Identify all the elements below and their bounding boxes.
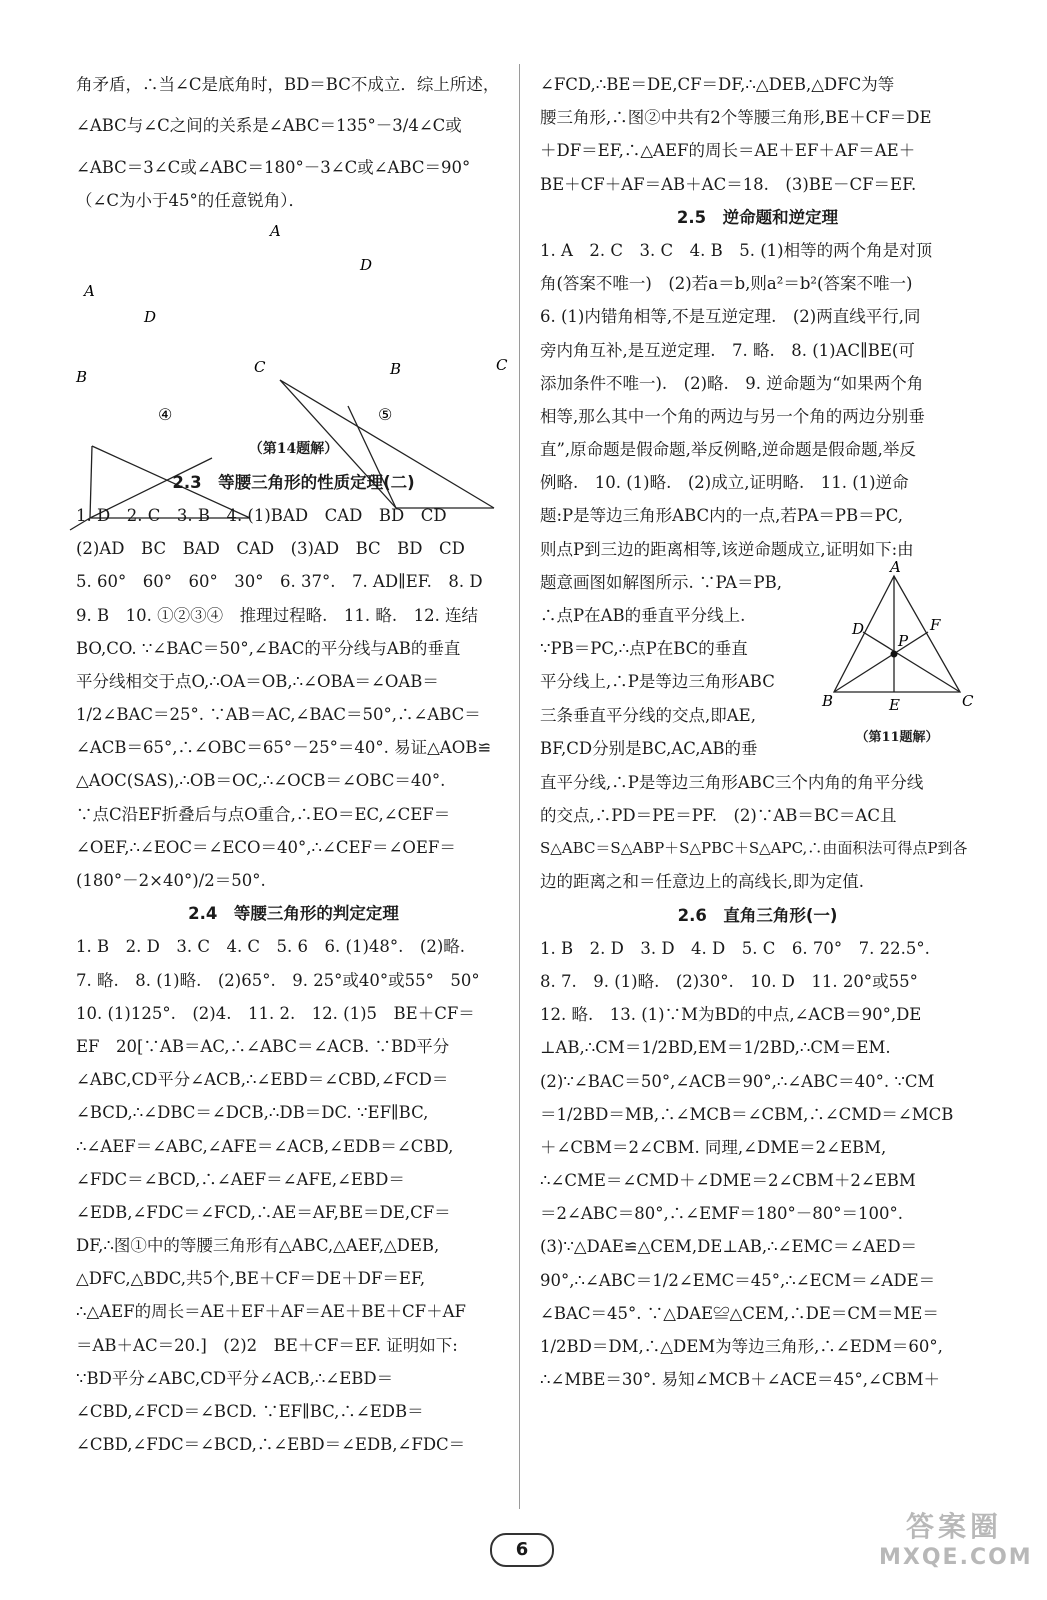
label-A: A (84, 281, 95, 300)
section-2-6-body (540, 932, 975, 1397)
right-top-text (540, 68, 975, 201)
fig4-label: ④ (158, 404, 173, 424)
text-line: S△ABC＝S△ABP＋S△PBC＋S△APC,∴由面积法可得点P到各 (540, 839, 968, 858)
wrapped-text (540, 566, 820, 765)
text-line: ∵PB＝PC,∴点P在BC的垂直 (540, 639, 748, 659)
text-line: 90°,∴∠ABC＝1/2∠EMC＝45°,∴∠ECM＝∠ADE＝ (540, 1270, 936, 1290)
watermark-logo-text: 答案圈 (905, 1510, 1002, 1543)
text-line: 5. 60° 60° 60° 30° 6. 37°. 7. AD∥EF. 8. D (76, 572, 483, 592)
text-line: 题:P是等边三角形ABC内的一点,若PA＝PB＝PC, (540, 506, 903, 526)
text-line: ＝AB＋AC＝20.] (2)2 BE＋CF＝EF. 证明如下: (76, 1335, 458, 1355)
text-line: ∴点P在AB的垂直平分线上. (540, 606, 746, 625)
label-D: D (852, 619, 865, 638)
text-line: (2)∵∠BAC＝50°,∠ACB＝90°,∴∠ABC＝40°. ∵CM (540, 1071, 935, 1091)
text-line: 相等,那么其中一个角的两边与另一个角的两边分别垂 (540, 406, 925, 426)
text-line: ∴∠CME＝∠CMD＋∠DME＝2∠CBM＋2∠EBM (540, 1171, 916, 1191)
left-column (76, 68, 511, 1461)
text-line: ∴∠AEF＝∠ABC,∠AFE＝∠ACB,∠EDB＝∠CBD, (76, 1136, 454, 1156)
text-line: BE＋CF＋AF＝AB＋AC＝18. (3)BE－CF＝EF. (540, 174, 917, 194)
text-line: 10. (1)125°. (2)4. 11. 2. 12. (1)5 BE＋CF＝ (76, 1003, 475, 1023)
section-2-3-body (76, 499, 511, 897)
text-line: 1. B 2. D 3. D 4. D 5. C 6. 70° 7. 22.5°. (540, 938, 930, 958)
figure-14-diagrams (76, 218, 511, 433)
label-D: D (360, 255, 373, 274)
figure-14-caption: （第14题解） (248, 440, 339, 457)
text-line: △AOC(SAS),∴OB＝OC,∴∠OCB＝∠OBC＝40°. (76, 771, 446, 791)
label-A: A (890, 557, 901, 576)
text-line: 边的距离之和＝任意边上的高线长,即为定值. (540, 872, 864, 892)
text-line: 1. B 2. D 3. C 4. C 5. 6 6. (1)48°. (2)略. (76, 937, 466, 957)
text-line: ∠ABC＝3∠C或∠ABC＝180°－3∠C或∠ABC＝90° (76, 158, 471, 178)
text-line: (2)AD BC BAD CAD (3)AD BC BD CD (76, 539, 465, 559)
line-CD (863, 632, 960, 692)
text-line: (3)∵△DAE≌△CEM,DE⊥AB,∴∠EMC＝∠AED＝ (540, 1237, 918, 1257)
text-line: 腰三角形,∴图②中共有2个等腰三角形,BE＋CF＝DE (540, 108, 932, 128)
text-line: 角矛盾，∴当∠C是底角时，BD＝BC不成立．综上所述， (76, 75, 500, 94)
right-column (540, 68, 975, 1396)
text-line: BF,CD分别是BC,AC,AB的垂 (540, 738, 758, 758)
label-C: C (496, 355, 508, 374)
text-line: ＝2∠ABC＝80°,∴∠EMF＝180°－80°＝100°. (540, 1204, 903, 1224)
text-line: ∠ABC,CD平分∠ACB,∴∠EBD＝∠CBD,∠FCD＝ (76, 1070, 449, 1090)
text-line: 1. D 2. C 3. B 4. (1)BAD CAD BD CD (76, 505, 447, 525)
text-line: 例略. 10. (1)略. (2)成立,证明略. 11. (1)逆命 (540, 473, 909, 493)
section-2-4-body (76, 930, 511, 1461)
text-line: ＝1/2BD＝MB,∴∠MCB＝∠CBM,∴∠CMD＝∠MCB (540, 1104, 954, 1124)
text-line: ∠CBD,∠FCD＝∠BCD. ∵EF∥BC,∴∠EDB＝ (76, 1402, 424, 1421)
text-line: 平分线上,∴P是等边三角形ABC (540, 672, 775, 692)
text-line: 1/2∠BAC＝25°. ∵AB＝AC,∠BAC＝50°,∴∠ABC＝ (76, 705, 481, 725)
label-E: E (889, 695, 900, 714)
section-2-4-title: 2.4 等腰三角形的判定定理 (188, 904, 399, 924)
point-P (891, 650, 898, 657)
text-line: 旁内角互补,是互逆定理. 7. 略. 8. (1)AC∥BE(可 (540, 340, 915, 360)
text-line: DF,∴图①中的等腰三角形有△ABC,△AEF,△DEB, (76, 1236, 440, 1256)
text-line: △DFC,△BDC,共5个,BE＋CF＝DE＋DF＝EF, (76, 1269, 426, 1289)
text-line: 直平分线,∴P是等边三角形ABC三个内角的角平分线 (540, 772, 924, 792)
text-line: ∠BCD,∴∠DBC＝∠DCB,∴DB＝DC. ∵EF∥BC, (76, 1103, 429, 1123)
watermark (879, 1505, 1033, 1570)
left-top-text (76, 68, 511, 218)
text-line: EF 20[∵AB＝AC,∴∠ABC＝∠ACB. ∵BD平分 (76, 1036, 450, 1056)
text-line: 7. 略. 8. (1)略. (2)65°. 9. 25°或40°或55° 50° (76, 970, 480, 990)
text-line: ∵点C沿EF折叠后与点O重合,∴EO＝EC,∠CEF＝ (76, 804, 451, 824)
watermark-url: MXQE.COM (879, 1545, 1033, 1570)
text-line: ＋∠CBM＝2∠CBM. 同理,∠DME＝2∠EBM, (540, 1137, 887, 1157)
page-number: 6 (490, 1533, 554, 1567)
text-line: ∠ABC与∠C之间的关系是∠ABC＝135°－3/4∠C或 (76, 116, 462, 136)
text-line: ∠ACB＝65°,∴∠OBC＝65°－25°＝40°. 易证△AOB≌ (76, 738, 492, 758)
text-line: BO,CO. ∵∠BAC＝50°,∠BAC的平分线与AB的垂直 (76, 638, 461, 658)
label-F: F (930, 615, 941, 634)
text-line: 添加条件不唯一). (2)略. 9. 逆命题为“如果两个角 (540, 373, 924, 393)
text-line: 1. A 2. C 3. C 4. B 5. (1)相等的两个角是对顶 (540, 240, 933, 260)
wrap-with-figure (540, 557, 975, 766)
text-line: ∠EDB,∠FDC＝∠FCD,∴AE＝AF,BE＝DE,CF＝ (76, 1202, 451, 1222)
text-line: 则点P到三边的距离相等,该逆命题成立,证明如下:由 (540, 539, 914, 559)
figure-11-caption: （第11题解） (855, 729, 939, 745)
label-B: B (822, 691, 834, 710)
label-D: D (144, 307, 157, 326)
text-line: ∠OEF,∴∠EOC＝∠ECO＝40°,∴∠CEF＝∠OEF＝ (76, 837, 456, 857)
text-line: ∠BAC＝45°. ∵△DAE≌△CEM,∴DE＝CM＝ME＝ (540, 1303, 939, 1323)
fig5-label: ⑤ (378, 404, 393, 424)
text-line: ∠CBD,∠FDC＝∠BCD,∴∠EBD＝∠EDB,∠FDC＝ (76, 1435, 466, 1455)
text-line: ＋DF＝EF,∴△AEF的周长＝AE＋EF＋AF＝AE＋ (540, 141, 916, 161)
text-line: 题意画图如解图所示. ∵PA＝PB, (540, 572, 782, 592)
text-line: ∴∠MBE＝30°. 易知∠MCB＋∠ACE＝45°,∠CBM＋ (540, 1370, 940, 1390)
text-line: 直”,原命题是假命题,举反例略,逆命题是假命题,举反 (540, 440, 916, 460)
text-line: 角(答案不唯一) (2)若a＝b,则a²＝b²(答案不唯一) (540, 274, 913, 294)
text-line: ∠FDC＝∠BCD,∴∠AEF＝∠AFE,∠EBD＝ (76, 1169, 405, 1189)
section-2-6-title: 2.6 直角三角形(一) (677, 905, 838, 925)
label-B: B (390, 359, 402, 378)
section-2-5-title: 2.5 逆命题和逆定理 (676, 207, 839, 227)
figure-labels (75, 222, 508, 424)
figure-11-diagram (822, 557, 974, 730)
text-line: 1/2BD＝DM,∴△DEM为等边三角形,∴∠EDM＝60°, (540, 1337, 943, 1356)
text-line: 12. 略. 13. (1)∵M为BD的中点,∠ACB＝90°,DE (540, 1005, 922, 1025)
section-2-3-title: 2.3 等腰三角形的性质定理(二) (172, 472, 415, 492)
text-line: ∵BD平分∠ABC,CD平分∠ACB,∴∠EBD＝ (76, 1368, 394, 1388)
text-line: 6. (1)内错角相等,不是互逆定理. (2)两直线平行,同 (540, 307, 921, 327)
text-line: 8. 7. 9. (1)略. (2)30°. 10. D 11. 20°或55° (540, 971, 918, 991)
text-line: ∠FCD,∴BE＝DE,CF＝DF,∴△DEB,△DFC为等 (540, 75, 895, 94)
text-line: ⊥AB,∴CM＝1/2BD,EM＝1/2BD,∴CM＝EM. (540, 1038, 891, 1058)
figure-11 (822, 557, 974, 748)
label-A: A (270, 221, 281, 240)
text-line: 三条垂直平分线的交点,即AE, (540, 705, 756, 725)
text-line: ∴△AEF的周长＝AE＋EF＋AF＝AE＋BE＋CF＋AF (76, 1302, 466, 1322)
line-BF (834, 632, 928, 692)
label-P: P (898, 631, 909, 650)
text-line: (180°－2×40°)/2＝50°. (76, 871, 266, 890)
text-line: 平分线相交于点O,∴OA＝OB,∴∠OBA＝∠OAB＝ (76, 671, 439, 691)
label-C: C (254, 357, 266, 376)
text-line: 的交点,∴PD＝PE＝PF. (2)∵AB＝BC＝AC且 (540, 806, 897, 825)
section-2-5-body (540, 234, 975, 899)
label-C: C (962, 691, 974, 710)
label-B: B (76, 367, 88, 386)
column-divider (519, 64, 520, 1509)
text-line: 9. B 10. ①②③④ 推理过程略. 11. 略. 12. 连结 (76, 605, 479, 625)
text-line: （∠C为小于45°的任意锐角）． (76, 191, 305, 211)
